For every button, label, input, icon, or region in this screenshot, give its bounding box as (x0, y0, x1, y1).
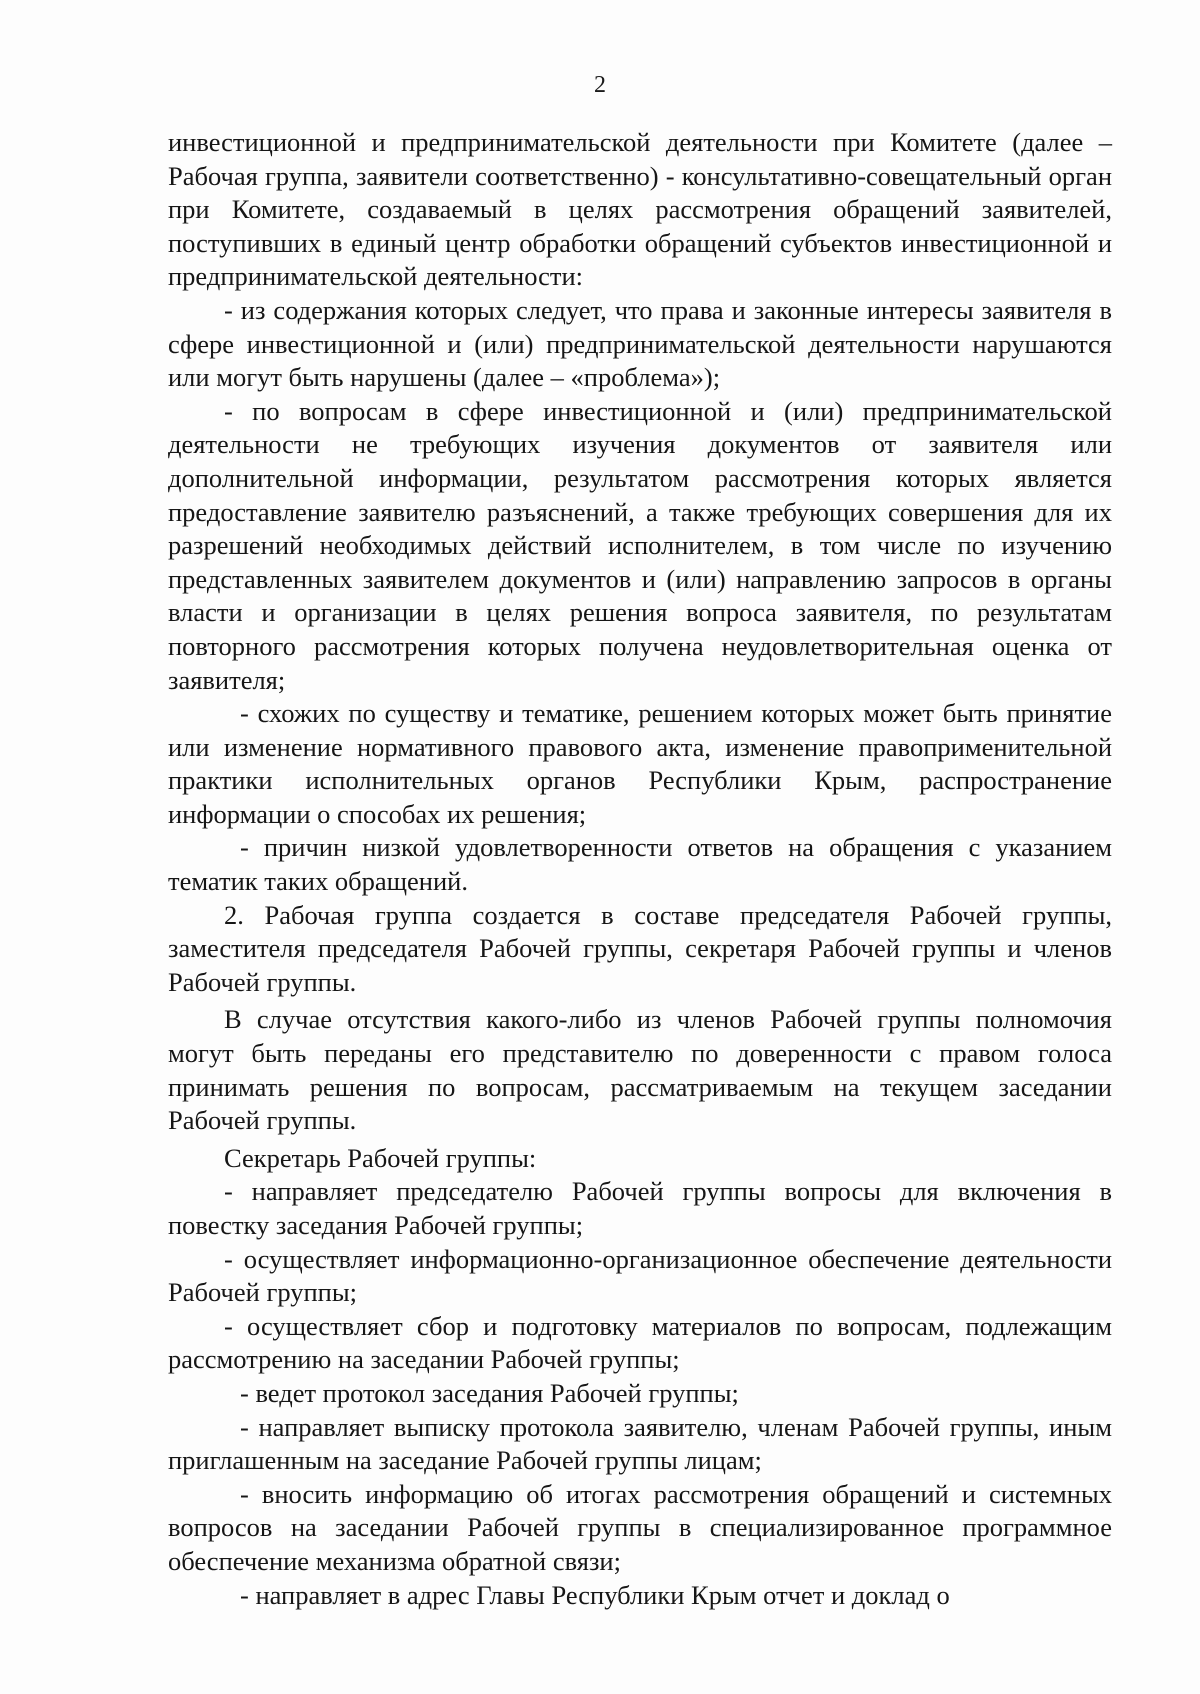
paragraph-absence-rule: В случае отсутствия какого-либо из членов Рабочей группы полномочия могут быть переданы его представителю по доверенности с правом голоса принимать решения по вопросам, рассматриваемым на текущем заседании Рабочей группы. (168, 1004, 1112, 1136)
paragraph-list-item-questions: - по вопросам в сфере инвестиционной и (или) предпринимательской деятельности не требующих изучения документов от заявителя или дополнительной информации, результатом рассмотрения которых является предоставление заявителю разъяснений, а также требующих совершения для их разрешений необходимых действий исполнителем, в том числе по изучению представленных заявителем документов и (или) направлению запросов в органы власти и организации в целях решения вопроса заявителя, по результатам повторного рассмотрения которых получена неудовлетворительная оценка от заявителя; (168, 395, 1112, 695)
document-body (168, 126, 1112, 1612)
paragraph-secretary-heading: Секретарь Рабочей группы: (224, 1142, 537, 1173)
paragraph-list-item-similar: - схожих по существу и тематике, решением которых может быть принятие или изменение нормативного правового акта, изменение правоприменительной практики исполнительных органов Республики Крым, распространение информации о способах их решения; (168, 698, 1112, 829)
paragraph-secretary-duty-4: - ведет протокол заседания Рабочей группы; (240, 1377, 739, 1408)
paragraph-intro: инвестиционной и предпринимательской деятельности при Комитете (далее – Рабочая группа, заявители соответственно) - консультативно-совещательный орган при Комитете, создаваемый в целях рассмотрения обращений заявителей, поступивших в единый центр обработки обращений субъектов инвестиционной и предпринимательской деятельности: (168, 127, 1112, 292)
page-number: 2 (594, 72, 606, 98)
paragraph-secretary-duty-5: - направляет выписку протокола заявителю, членам Рабочей группы, иным приглашенным на заседание Рабочей группы лицам; (168, 1411, 1112, 1476)
paragraph-secretary-duty-3: - осуществляет сбор и подготовку материалов по вопросам, подлежащим рассмотрению на заседании Рабочей группы; (168, 1310, 1112, 1375)
paragraph-section-2: 2. Рабочая группа создается в составе председателя Рабочей группы, заместителя председателя Рабочей группы, секретаря Рабочей группы и членов Рабочей группы. (168, 899, 1112, 997)
paragraph-list-item-reasons: - причин низкой удовлетворенности ответов на обращения с указанием тематик таких обращений. (168, 832, 1112, 897)
paragraph-secretary-duty-6: - вносить информацию об итогах рассмотрения обращений и системных вопросов на заседании Рабочей группы в специализированное программное обеспечение механизма обратной связи; (168, 1478, 1112, 1576)
paragraph-secretary-duty-7: - направляет в адрес Главы Республики Крым отчет и доклад о (240, 1579, 950, 1610)
paragraph-secretary-duty-2: - осуществляет информационно-организационное обеспечение деятельности Рабочей группы; (168, 1243, 1112, 1308)
paragraph-secretary-duty-1: - направляет председателю Рабочей группы вопросы для включения в повестку заседания Рабочей группы; (168, 1176, 1112, 1240)
paragraph-list-item-problem: - из содержания которых следует, что права и законные интересы заявителя в сфере инвестиционной и (или) предпринимательской деятельности нарушаются или могут быть нарушены (далее – «проблема»); (168, 294, 1112, 393)
